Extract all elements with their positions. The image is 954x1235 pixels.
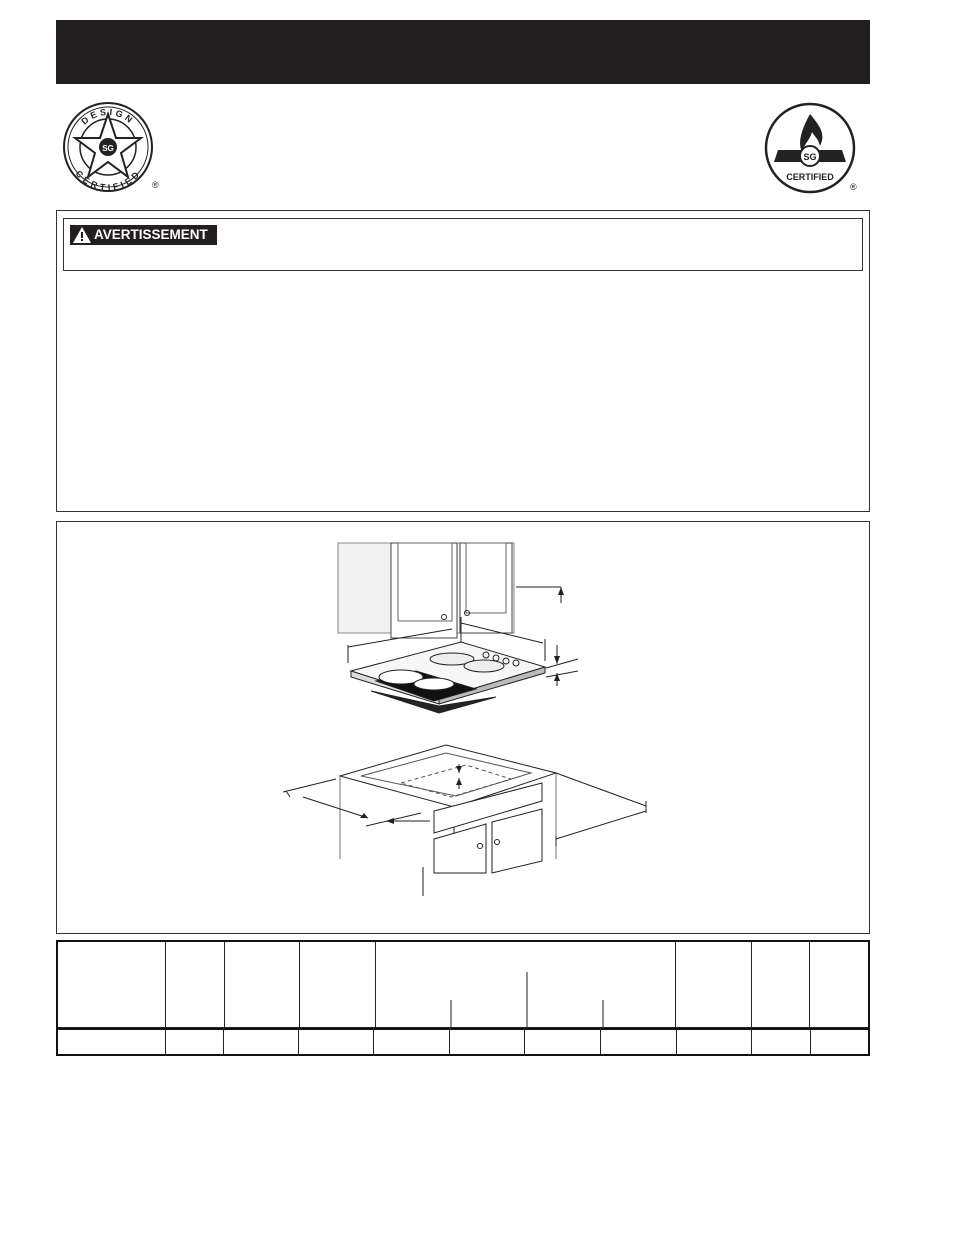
table-cell — [299, 1028, 374, 1055]
table-cell — [224, 1028, 299, 1055]
specification-table — [56, 940, 870, 1030]
table-cell — [752, 1028, 810, 1055]
svg-text:SG: SG — [102, 144, 114, 153]
registered-mark: ® — [152, 180, 159, 190]
table-cell — [600, 1028, 676, 1055]
svg-text:SG: SG — [803, 152, 817, 162]
header-bar — [56, 20, 870, 84]
table-header-cell — [224, 941, 299, 1029]
table-cell — [374, 1028, 449, 1055]
table-cell — [677, 1028, 752, 1055]
table-cell — [810, 1028, 869, 1055]
specification-table-data — [56, 1027, 870, 1056]
logo-certified-text: CERTIFIED — [786, 172, 834, 182]
table-cell — [57, 1028, 165, 1055]
design-certified-logo — [62, 100, 162, 196]
table-header-cell — [57, 941, 166, 1029]
warning-label-text: AVERTISSEMENT — [94, 227, 208, 242]
warning-label — [70, 225, 217, 245]
registered-mark: ® — [850, 182, 857, 192]
table-cell — [165, 1028, 223, 1055]
svg-text:CERTIFIED — [74, 168, 143, 192]
table-header-cell — [810, 941, 869, 1029]
table-header-cell — [375, 941, 676, 1029]
table-cell — [524, 1028, 600, 1055]
table-header-cell — [300, 941, 375, 1029]
logo-text-top: DESIGN — [79, 106, 137, 127]
flame-certified-seal-icon — [764, 100, 864, 196]
table-header-cell — [751, 941, 810, 1029]
design-certified-seal-icon — [62, 100, 162, 196]
base-cabinet — [340, 745, 556, 896]
table-header-row — [57, 941, 869, 1029]
table-cell — [449, 1028, 524, 1055]
cooktop — [351, 642, 545, 713]
upper-cabinet — [338, 543, 514, 638]
flame-certified-logo — [764, 100, 864, 196]
table-row — [57, 1028, 869, 1055]
header-subdivision-lines — [376, 942, 678, 1030]
installation-diagram — [56, 521, 870, 934]
warning-triangle-icon — [72, 226, 92, 244]
logo-text-bottom: CERTIFIED — [73, 168, 143, 193]
table-header-cell — [166, 941, 225, 1029]
table-header-cell — [676, 941, 751, 1029]
